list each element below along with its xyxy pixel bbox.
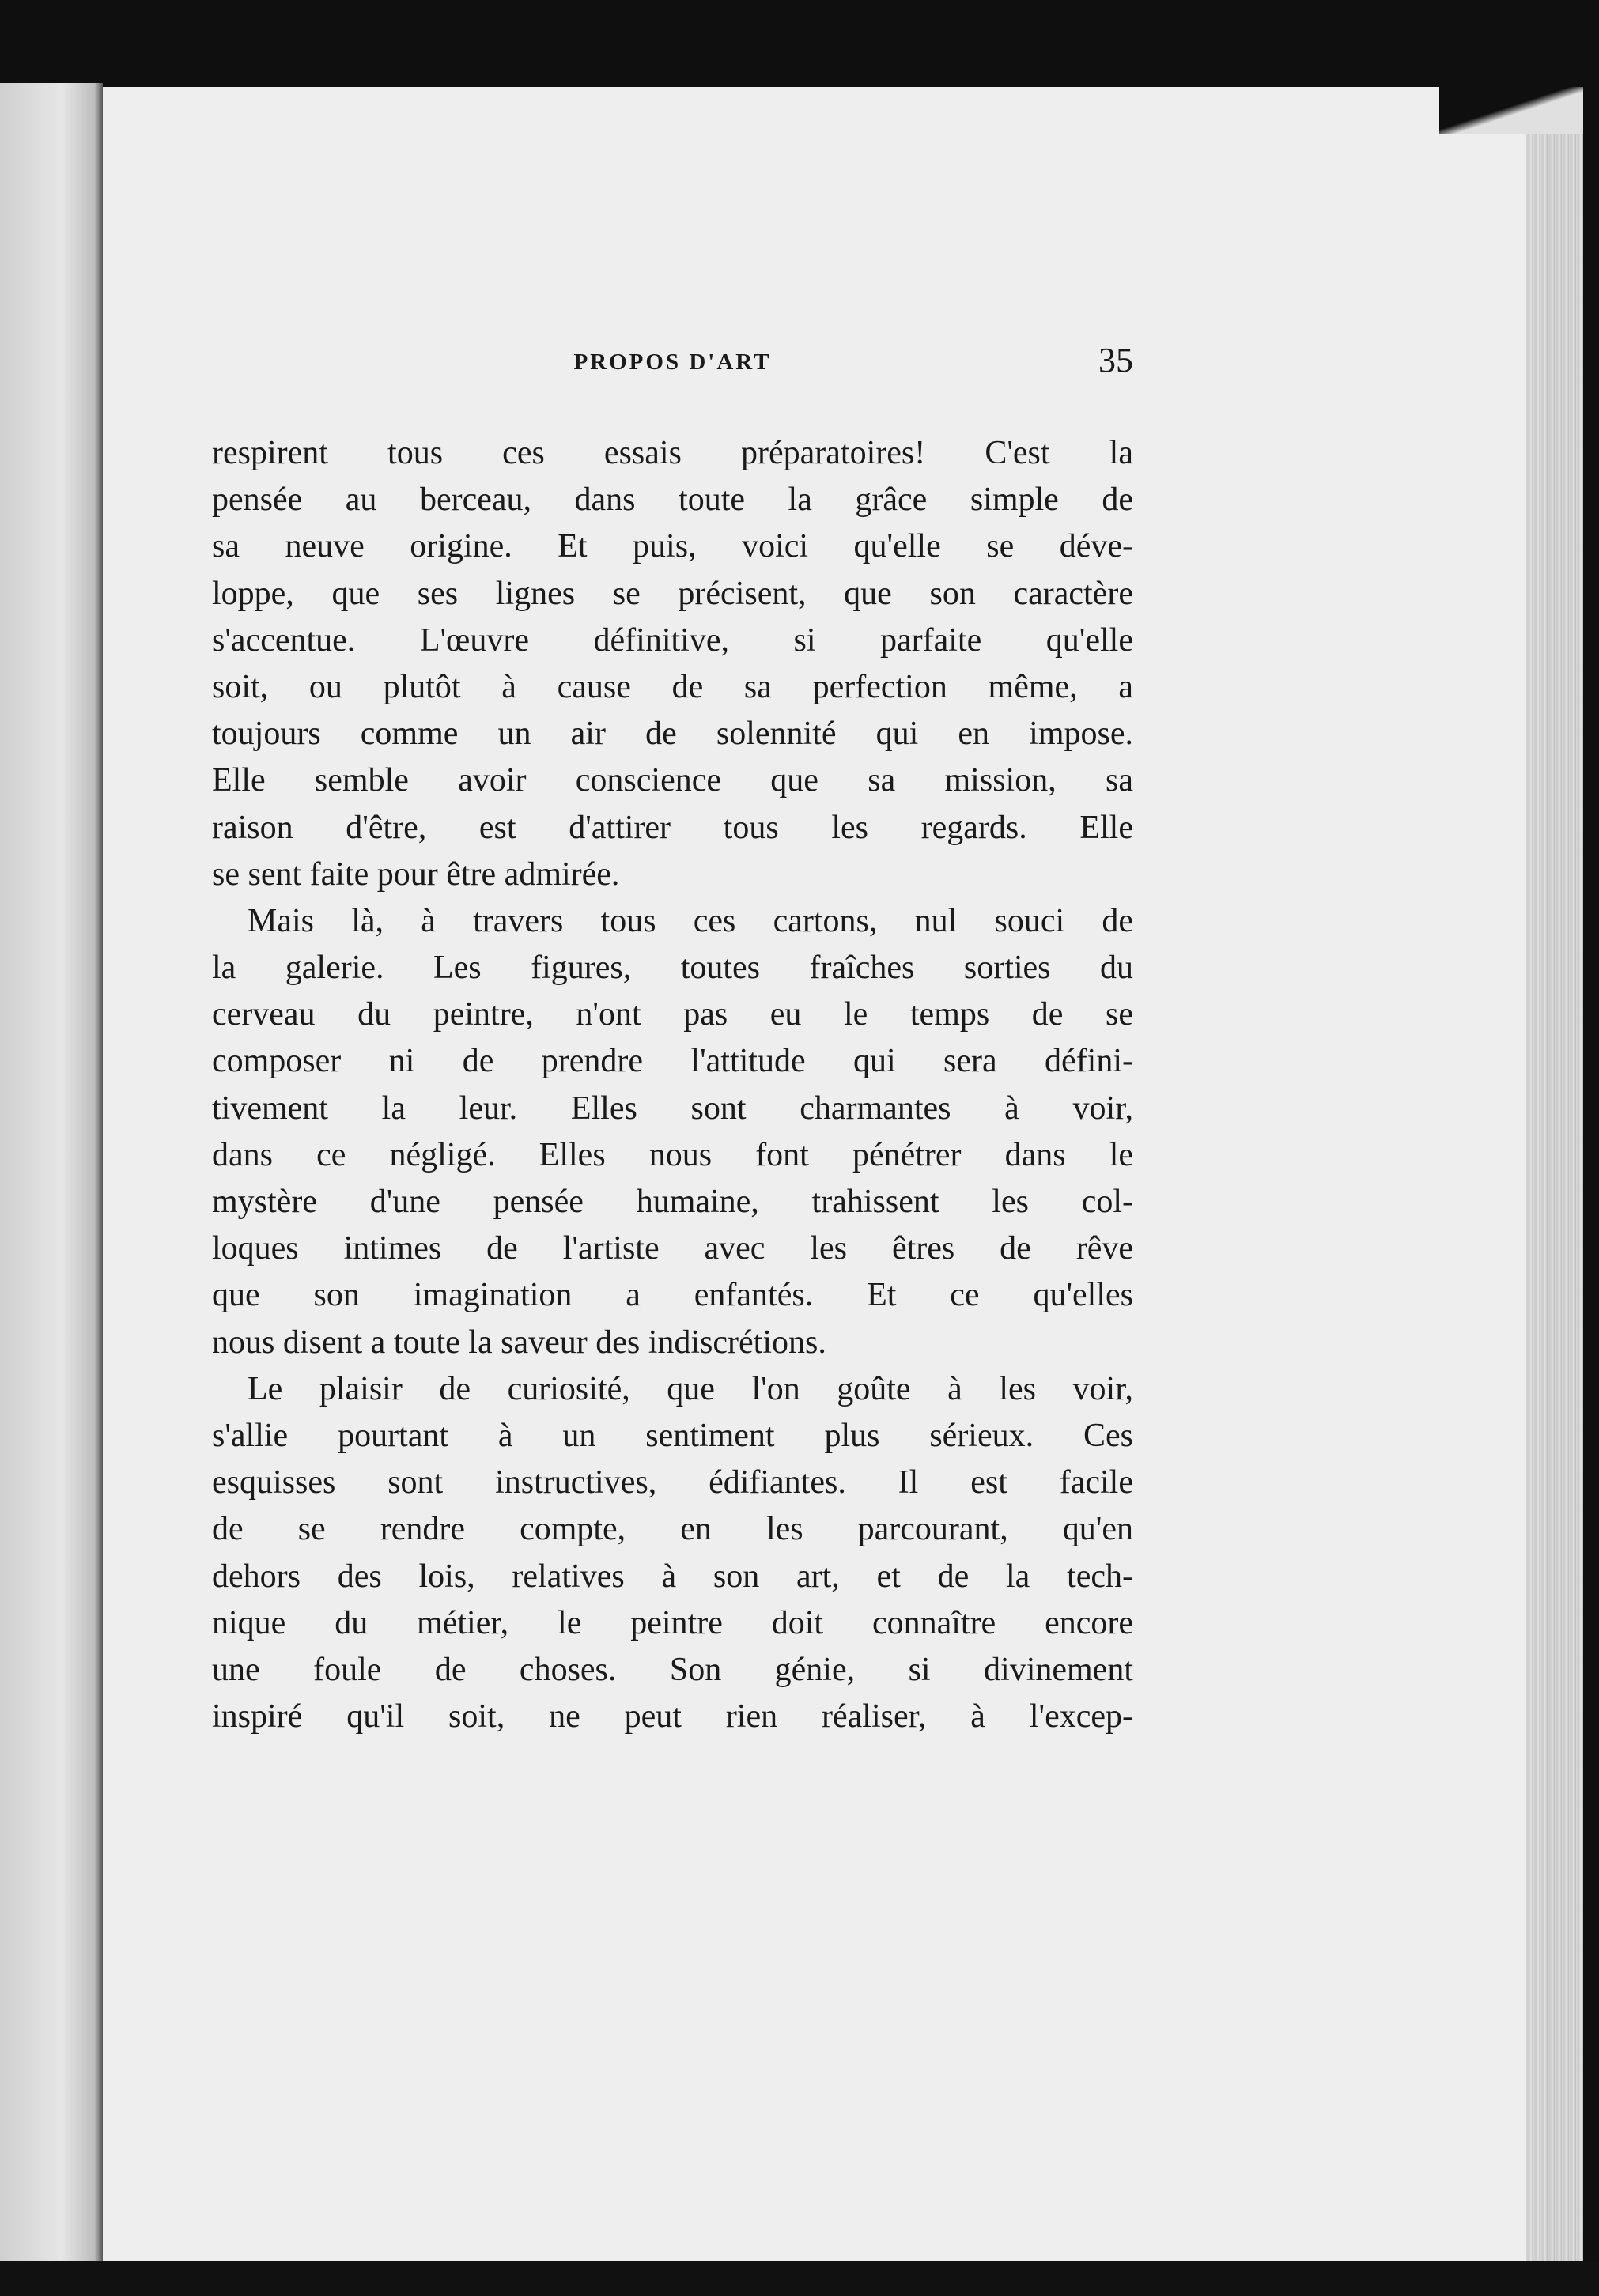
text-line: dans ce négligé. Elles nous font pénétrer dans le (212, 1136, 1133, 1173)
text-line: de se rendre compte, en les parcourant, qu'en (212, 1511, 1133, 1548)
text-line: mystère d'une pensée humaine, trahissent les col- (212, 1184, 1133, 1220)
text-line: s'accentue. L'œuvre définitive, si parfaite qu'elle (212, 621, 1133, 659)
text-line: Le plaisir de curiosité, que l'on goûte à les voir, (248, 1370, 1133, 1407)
running-title: PROPOS D'ART (573, 349, 772, 375)
text-line: nique du métier, le peintre doit connaître encore (212, 1604, 1133, 1641)
text-line: raison d'être, est d'attirer tous les regards. Elle (212, 809, 1133, 846)
text-line: soit, ou plutôt à cause de sa perfection même, a (212, 668, 1133, 705)
text-line: que son imagination a enfantés. Et ce qu'elles (212, 1277, 1133, 1314)
text-line: se sent faite pour être admirée. (212, 855, 620, 893)
text-line: loppe, que ses lignes se précisent, que son caractère (212, 575, 1133, 612)
paragraph-2 (212, 898, 1133, 1366)
text-line: pensée au berceau, dans toute la grâce simple de (212, 481, 1133, 519)
text-line: une foule de choses. Son génie, si divinement (212, 1651, 1133, 1688)
text-line: sa neuve origine. Et puis, voici qu'elle se déve- (212, 528, 1133, 565)
paragraph-3 (212, 1366, 1133, 1741)
text-line: composer ni de prendre l'attitude qui sera défini- (212, 1043, 1133, 1080)
text-line: tivement la leur. Elles sont charmantes à voir, (212, 1089, 1133, 1127)
text-line: s'allie pourtant à un sentiment plus sérieux. Ces (212, 1417, 1133, 1454)
scanner-bed-bottom (0, 2261, 1599, 2296)
text-block (212, 332, 1133, 1740)
page-corner-shadow (1439, 87, 1583, 134)
paragraph-1 (212, 430, 1133, 898)
page-stack-edge (1526, 130, 1583, 2281)
text-line: nous disent a toute la saveur des indiscrétions. (212, 1324, 826, 1361)
text-line: la galerie. Les figures, toutes fraîches sorties du (212, 950, 1133, 987)
text-line: toujours comme un air de solennité qui en impose. (212, 716, 1133, 753)
text-line: Elle semble avoir conscience que sa mission, sa (212, 762, 1133, 799)
text-line: respirent tous ces essais préparatoires! C'est la (212, 435, 1133, 471)
text-line: dehors des lois, relatives à son art, et de la tech- (212, 1558, 1133, 1595)
text-line: inspiré qu'il soit, ne peut rien réaliser, à l'excep- (212, 1698, 1133, 1735)
body-text (212, 430, 1133, 1740)
page-number: 35 (1098, 341, 1133, 380)
text-line: esquisses sont instructives, édifiantes. Il est facile (212, 1464, 1133, 1501)
running-head (212, 332, 1133, 387)
text-line: loques intimes de l'artiste avec les êtres de rêve (212, 1230, 1133, 1267)
facing-page-edge (0, 83, 103, 2265)
text-line: Mais là, à travers tous ces cartons, nul souci de (248, 902, 1133, 939)
text-line: cerveau du peintre, n'ont pas eu le temps de se (212, 996, 1133, 1033)
